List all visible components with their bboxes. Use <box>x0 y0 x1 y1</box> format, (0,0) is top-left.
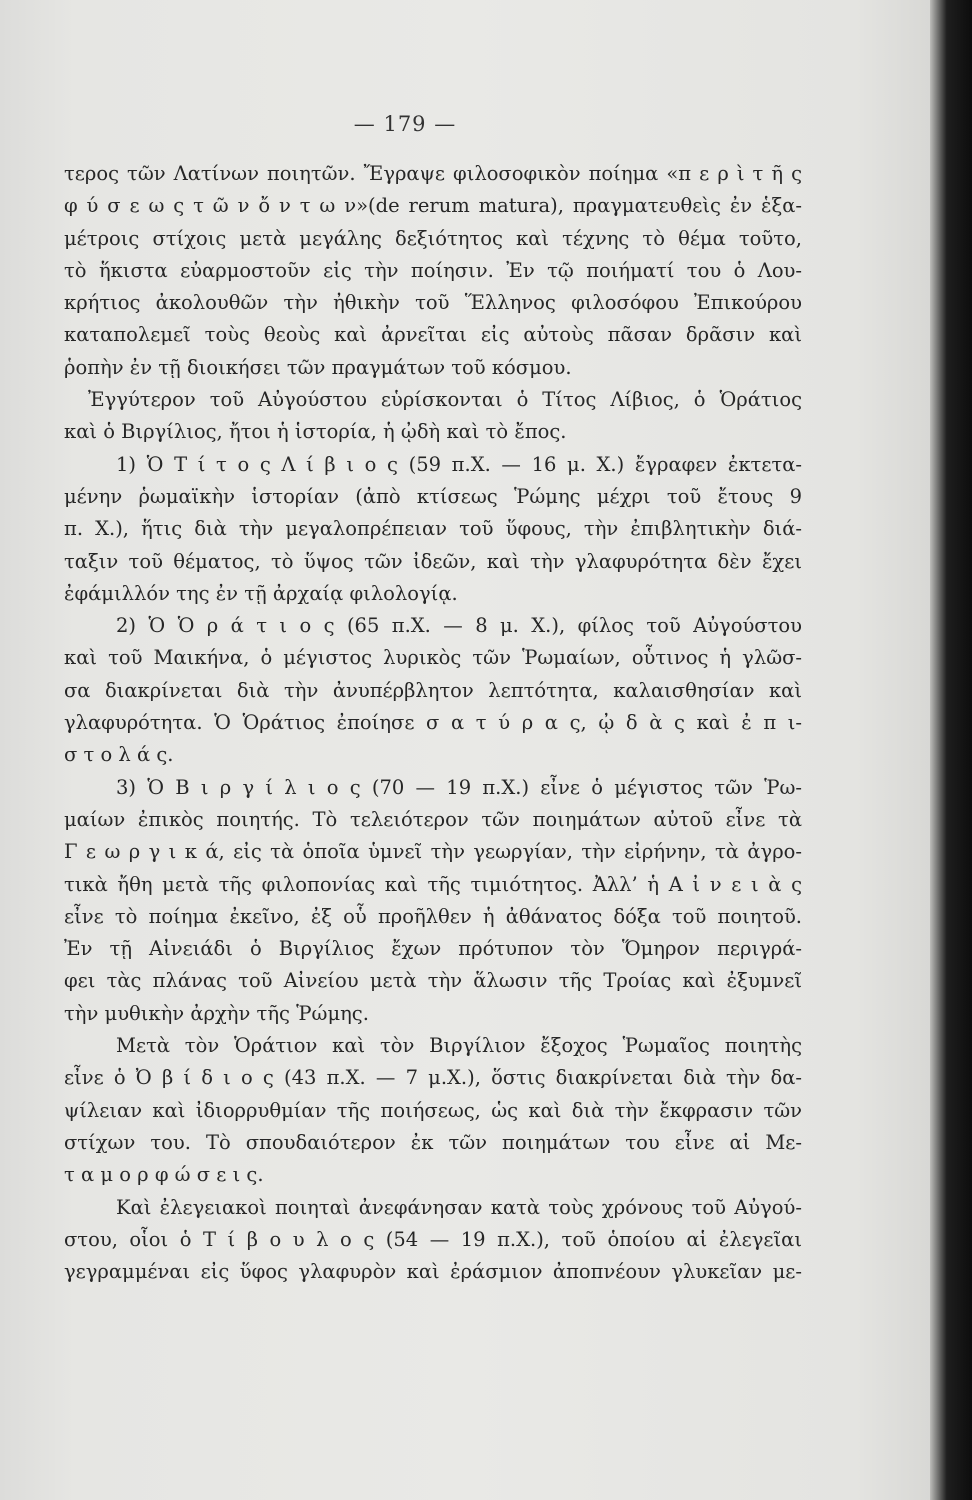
body-text <box>64 158 802 1288</box>
page-number: — 179 — <box>353 112 457 136</box>
text-line: 1) Ὁ Τ ί τ ο ς Λ ί β ι ο ς (59 π.Χ. — 16 μ. Χ.) ἔγραφεν ἐκτετα- <box>116 452 802 476</box>
text-line: τικὰ ἤθη μετὰ τῆς φιλοπονίας καὶ τῆς τιμιότητος. Ἀλλ’ ἡ Α ἰ ν ε ι ὰ ς <box>64 872 802 896</box>
text-line: καὶ ὁ Βιργίλιος, ἤτοι ἡ ἱστορία, ἡ ᾠδὴ καὶ τὸ ἔπος. <box>64 420 567 444</box>
text-line: Ἐγγύτερον τοῦ Αὐγούστου εὑρίσκονται ὁ Τίτος Λίβιος, ὁ Ὁράτιος <box>88 388 802 412</box>
text-line: π. Χ.), ἥτις διὰ τὴν μεγαλοπρέπειαν τοῦ ὕφους, τὴν ἐπιβλητικὴν διά- <box>64 517 802 541</box>
text-line: Καὶ ἐλεγειακοὶ ποιηταὶ ἀνεφάνησαν κατὰ τοὺς χρόνους τοῦ Αὐγού- <box>116 1195 802 1219</box>
text-line: φ ύ σ ε ω ς τ ῶ ν ὄ ν τ ω ν»(de rerum matura), πραγματευθεὶς ἐν ἑξα- <box>64 194 802 218</box>
text-line: στίχων του. Τὸ σπουδαιότερον ἐκ τῶν ποιημάτων του εἶνε αἱ Με- <box>64 1130 802 1154</box>
text-line: μένην ῥωμαϊκὴν ἱστορίαν (ἀπὸ κτίσεως Ῥώμης μέχρι τοῦ ἔτους 9 <box>64 484 802 508</box>
text-line: εἶνε τὸ ποίημα ἐκεῖνο, ἐξ οὗ προῆλθεν ἡ ἀθάνατος δόξα τοῦ ποιητοῦ. <box>64 904 802 928</box>
text-line: σα διακρίνεται διὰ τὴν ἀνυπέρβλητον λεπτότητα, καλαισθησίαν καὶ <box>64 678 802 702</box>
text-line: 2) Ὁ Ὁ ρ ά τ ι ο ς (65 π.Χ. — 8 μ. Χ.), φίλος τοῦ Αὐγούστου <box>116 614 802 638</box>
text-line: κρήτιος ἀκολουθῶν τὴν ἠθικὴν τοῦ Ἕλληνος φιλοσόφου Ἐπικούρου <box>64 291 802 315</box>
text-line: γεγραμμέναι εἰς ὕφος γλαφυρὸν καὶ ἐράσμιον ἀποπνέουν γλυκεῖαν με- <box>64 1260 802 1284</box>
text-line: 3) Ὁ Β ι ρ γ ί λ ι ο ς (70 — 19 π.Χ.) εἶνε ὁ μέγιστος τῶν Ῥω- <box>116 775 802 799</box>
text-line: καὶ τοῦ Μαικήνα, ὁ μέγιστος λυρικὸς τῶν Ῥωμαίων, οὗτινος ἡ γλῶσ- <box>64 646 802 670</box>
text-line: τερος τῶν Λατίνων ποιητῶν. Ἔγραψε φιλοσοφικὸν ποίημα «π ε ρ ὶ τ ῆ ς <box>64 162 802 185</box>
text-line: εἶνε ὁ Ὀ β ί δ ι ο ς (43 π.Χ. — 7 μ.Χ.), ὅστις διακρίνεται διὰ τὴν δα- <box>64 1066 802 1090</box>
text-line: ἐφάμιλλόν της ἐν τῇ ἀρχαίᾳ φιλολογίᾳ. <box>64 581 458 605</box>
text-line: φει τὰς πλάνας τοῦ Αἰνείου μετὰ τὴν ἅλωσιν τῆς Τροίας καὶ ἐξυμνεῖ <box>64 969 802 993</box>
text-line: στου, οἷοι ὁ Τ ί β ο υ λ ο ς (54 — 19 π.Χ.), τοῦ ὁποίου αἱ ἐλεγεῖαι <box>64 1227 802 1251</box>
text-line: τὸ ἥκιστα εὐαρμοστοῦν εἰς τὴν ποίησιν. Ἐν τῷ ποιήματί του ὁ Λου- <box>64 258 802 282</box>
text-line: Μετὰ τὸν Ὁράτιον καὶ τὸν Βιργίλιον ἔξοχος Ῥωμαῖος ποιητὴς <box>116 1034 802 1058</box>
text-line: μαίων ἐπικὸς ποιητής. Τὸ τελειότερον τῶν ποιημάτων αὐτοῦ εἶνε τὰ <box>64 807 802 831</box>
text-line: γλαφυρότητα. Ὁ Ὁράτιος ἐποίησε σ α τ ύ ρ α ς, ᾠ δ ὰ ς καὶ ἐ π ι- <box>64 711 802 735</box>
text-line: καταπολεμεῖ τοὺς θεοὺς καὶ ἀρνεῖται εἰς αὐτοὺς πᾶσαν δρᾶσιν καὶ <box>64 323 802 347</box>
text-line: τὴν μυθικὴν ἀρχὴν τῆς Ῥώμης. <box>64 1001 369 1025</box>
text-line: μέτροις στίχοις μετὰ μεγάλης δεξιότητος καὶ τέχνης τὸ θέμα τοῦτο, <box>64 226 802 250</box>
text-line: ταξιν τοῦ θέματος, τὸ ὕψος τῶν ἰδεῶν, καὶ τὴν γλαφυρότητα δὲν ἔχει <box>64 549 802 573</box>
text-line: Γ ε ω ρ γ ι κ ά, εἰς τὰ ὁποῖα ὑμνεῖ τὴν γεωργίαν, τὴν εἰρήνην, τὰ ἀγρο- <box>64 840 802 864</box>
text-line: τ α μ ο ρ φ ώ σ ε ι ς. <box>64 1163 264 1187</box>
text-line: Ἐν τῇ Αἰνειάδι ὁ Βιργίλιος ἔχων πρότυπον τὸν Ὅμηρον περιγρά- <box>64 937 802 961</box>
book-spine-shadow <box>930 0 972 1500</box>
text-line: ῥοπὴν ἐν τῇ διοικήσει τῶν πραγμάτων τοῦ κόσμου. <box>64 355 572 379</box>
text-line: ψίλειαν καὶ ἰδιορρυθμίαν τῆς ποιήσεως, ὡς καὶ διὰ τὴν ἔκφρασιν τῶν <box>64 1098 802 1122</box>
text-line: σ τ ο λ ά ς. <box>64 743 174 767</box>
